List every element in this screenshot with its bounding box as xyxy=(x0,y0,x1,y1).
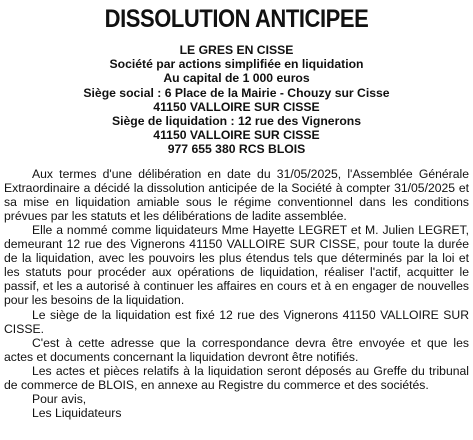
notice-title: DISSOLUTION ANTICIPEE xyxy=(104,5,369,33)
paragraph-liquidators: Elle a nommé comme liquidateurs Mme Hayette LEGRET et M. Julien LEGRET, demeurant 12 rue des Vignerons 41150 VALLOIRE SUR CISSE, pour toute la durée de la liquidation, avec les pouvoirs les plus étendus tels que déterminés par la loi et les statuts pour procéder aux opérations de liquidation, réaliser l'actif, acquitter le passif, et les a autorisé à continuer les affaires en cours et à en engager de nouvelles pour les besoins de la liquidation. xyxy=(4,223,469,308)
rcs-number: 977 655 380 RCS BLOIS xyxy=(167,142,306,157)
notice-body xyxy=(4,167,469,421)
head-office: Siège social : 6 Place de la Mairie - Chouzy sur Cisse xyxy=(83,85,390,100)
closing-signatory: Les Liquidateurs xyxy=(32,406,122,421)
liquidation-office: Siège de liquidation : 12 rue des Vignerons xyxy=(112,114,361,129)
company-header xyxy=(4,43,469,157)
paragraph-correspondence: C'est à cette adresse que la correspondance devra être envoyée et que les actes et documents concernant la liquidation devront être notifiés. xyxy=(4,335,469,364)
company-capital: Au capital de 1 000 euros xyxy=(163,71,310,86)
paragraph-filing: Les actes et pièces relatifs à la liquidation seront déposés au Greffe du tribunal de commerce de BLOIS, en annexe au Registre du commerce et des sociétés. xyxy=(4,363,469,393)
company-form: Société par actions simplifiée en liquidation xyxy=(109,57,364,72)
closing-salutation: Pour avis, xyxy=(32,392,87,407)
liquidation-office-city: 41150 VALLOIRE SUR CISSE xyxy=(153,128,320,143)
paragraph-seat: Le siège de la liquidation est fixé 12 rue des Vignerons 41150 VALLOIRE SUR CISSE. xyxy=(4,307,469,336)
paragraph-resolution: Aux termes d'une délibération en date du 31/05/2025, l'Assemblée Générale Extraordinaire a décidé la dissolution anticipée de la Société à compter 31/05/2025 et sa mise en liquidation amiable sous le régime conventionnel dans les conditions prévues par les statuts et les délibérations de ladite assemblée. xyxy=(4,166,469,223)
head-office-city: 41150 VALLOIRE SUR CISSE xyxy=(153,99,320,114)
company-name: LE GRES EN CISSE xyxy=(179,43,294,57)
